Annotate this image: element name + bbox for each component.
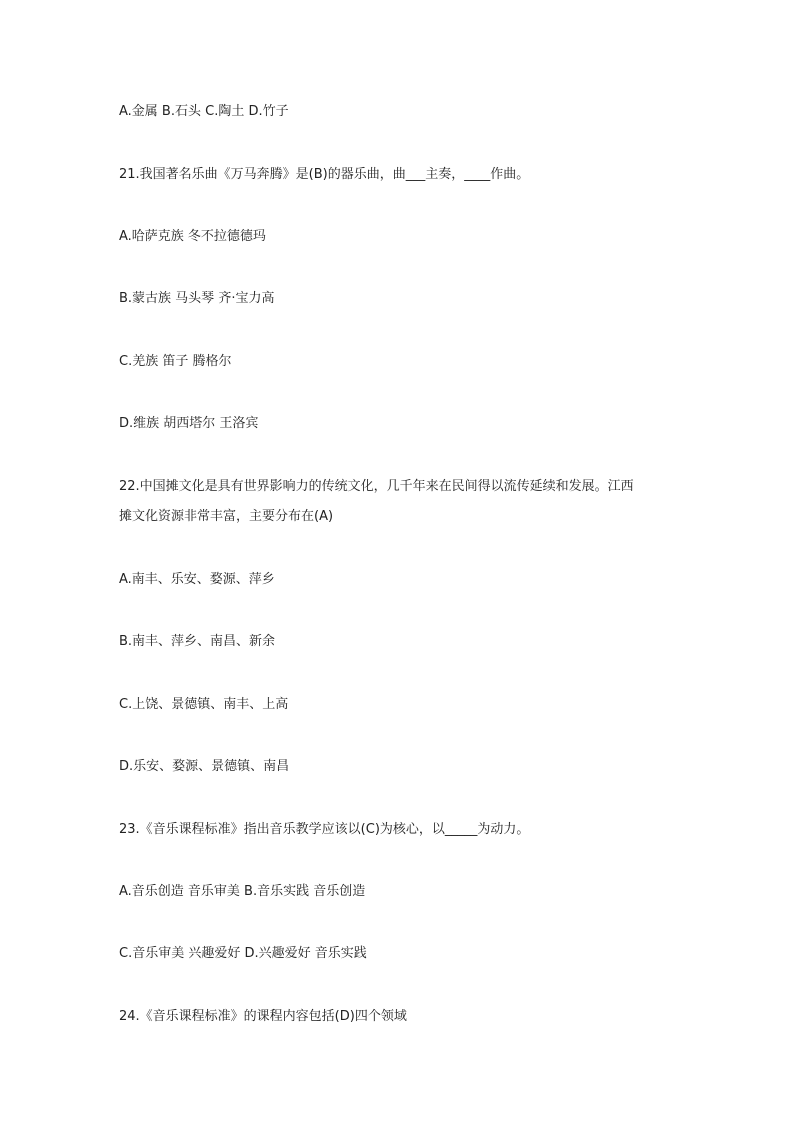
option-22-c: C.上饶、景德镇、南丰、上高	[119, 697, 289, 712]
option-23-cd: C.音乐审美 兴趣爱好 D.兴趣爱好 音乐实践	[119, 946, 367, 961]
question-22-line-2: 摊文化资源非常丰富，主要分布在(A)	[119, 509, 334, 524]
question-21: 21.我国著名乐曲《万马奔腾》是(B)的器乐曲，曲___主奏，____作曲。	[119, 167, 530, 182]
question-22-line-1: 22.中国摊文化是具有世界影响力的传统文化，几千年来在民间得以流传延续和发展。江西	[119, 479, 634, 494]
option-22-a: A.南丰、乐安、婺源、萍乡	[119, 572, 275, 587]
option-21-c: C.羌族 笛子 腾格尔	[119, 354, 232, 369]
option-22-d: D.乐安、婺源、景德镇、南昌	[119, 759, 290, 774]
option-line-20: A.金属 B.石头 C.陶土 D.竹子	[119, 104, 289, 119]
question-24: 24.《音乐课程标准》的课程内容包括(D)四个领域	[119, 1009, 407, 1024]
option-23-ab: A.音乐创造 音乐审美 B.音乐实践 音乐创造	[119, 884, 366, 899]
option-21-a: A.哈萨克族 冬不拉德德玛	[119, 229, 266, 244]
option-21-d: D.维族 胡西塔尔 王洛宾	[119, 416, 259, 431]
question-23: 23.《音乐课程标准》指出音乐教学应该以(C)为核心，以_____为动力。	[119, 822, 530, 837]
option-21-b: B.蒙古族 马头琴 齐·宝力高	[119, 291, 275, 306]
option-22-b: B.南丰、萍乡、南昌、新余	[119, 634, 276, 649]
